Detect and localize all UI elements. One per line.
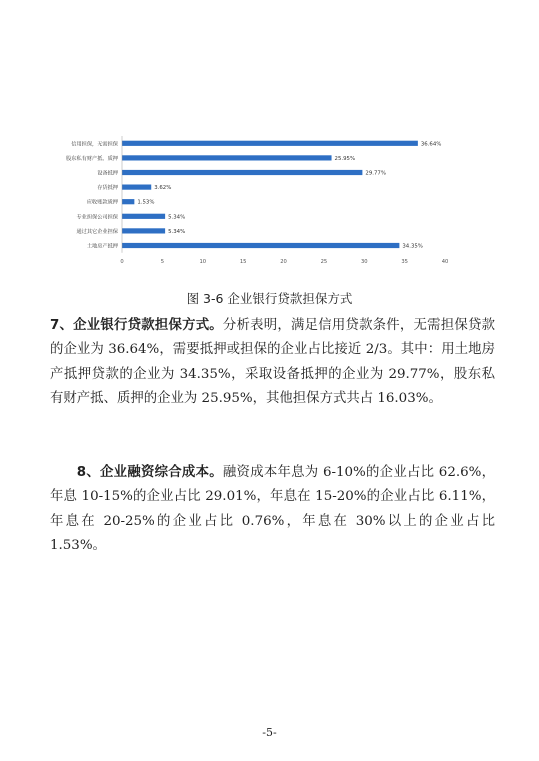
category-label: 通过其它企业担保: [76, 228, 118, 235]
category-label: 股东私有财产抵、质押: [66, 155, 118, 162]
paragraph-guarantee-methods: [50, 314, 495, 411]
value-label: 36.64%: [420, 141, 442, 148]
category-label: 设备抵押: [97, 170, 118, 177]
x-tick-label: 20: [280, 258, 287, 265]
x-tick-label: 25: [320, 258, 328, 265]
category-label: 应收账款质押: [86, 199, 118, 206]
paragraph-lead: 8、企业融资综合成本。: [76, 465, 223, 480]
figure-caption: 图 3-6 企业银行贷款担保方式: [186, 291, 353, 306]
paragraph-financing-cost: [50, 461, 495, 558]
value-label: 29.77%: [365, 170, 386, 177]
x-tick-label: 5: [160, 258, 165, 265]
value-label: 1.53%: [137, 199, 155, 206]
value-label: 5.34%: [168, 214, 186, 221]
x-tick-label: 30: [360, 258, 368, 265]
paragraph-lead: 7、企业银行贷款担保方式。: [50, 318, 223, 333]
value-label: 5.34%: [168, 228, 186, 235]
x-tick-label: 35: [401, 258, 408, 265]
bar: [122, 155, 332, 160]
value-label: 3.62%: [154, 185, 172, 192]
bar-chart: [40, 132, 510, 267]
category-label: 存货抵押: [97, 185, 118, 192]
category-label: 信用担保，无需担保: [71, 141, 118, 148]
category-label: 专业担保公司担保: [76, 214, 118, 221]
x-tick-label: 40: [441, 258, 449, 265]
bar: [122, 214, 165, 219]
bar: [122, 170, 362, 175]
bar: [122, 228, 165, 233]
value-label: 25.95%: [334, 155, 356, 162]
bar: [122, 243, 399, 248]
bar-chart-svg: [40, 132, 510, 267]
page-number: -5-: [262, 726, 277, 739]
x-tick-label: 15: [239, 258, 247, 265]
bar: [122, 199, 134, 204]
paragraph-text: 分析表明，满足信用贷款条件，无需担保贷款的企业为 36.64%，需要抵押或担保的企业占比接近 2/3。其中：用土地房产抵押贷款的企业为 34.35%，采取设备抵押的企业为 29.77%，股东私有财产抵、质押的企业为 25.95%，其他担保方式共占 16.03%。: [50, 318, 495, 406]
value-label: 34.35%: [402, 243, 423, 250]
bar: [122, 185, 151, 190]
x-tick-label: 10: [199, 258, 207, 265]
paragraph-text: 融资成本年息为 6-10%的企业占比 62.6%，年息 10-15%的企业占比 29.01%，年息在 15-20%的企业占比 6.11%，年息在 20-25%的企业占比 0.76%，年息在 30%以上的企业占比 1.53%。: [50, 465, 495, 553]
x-tick-label: 0: [120, 258, 124, 265]
bar: [122, 141, 418, 146]
category-label: 土地房产抵押: [86, 243, 118, 250]
